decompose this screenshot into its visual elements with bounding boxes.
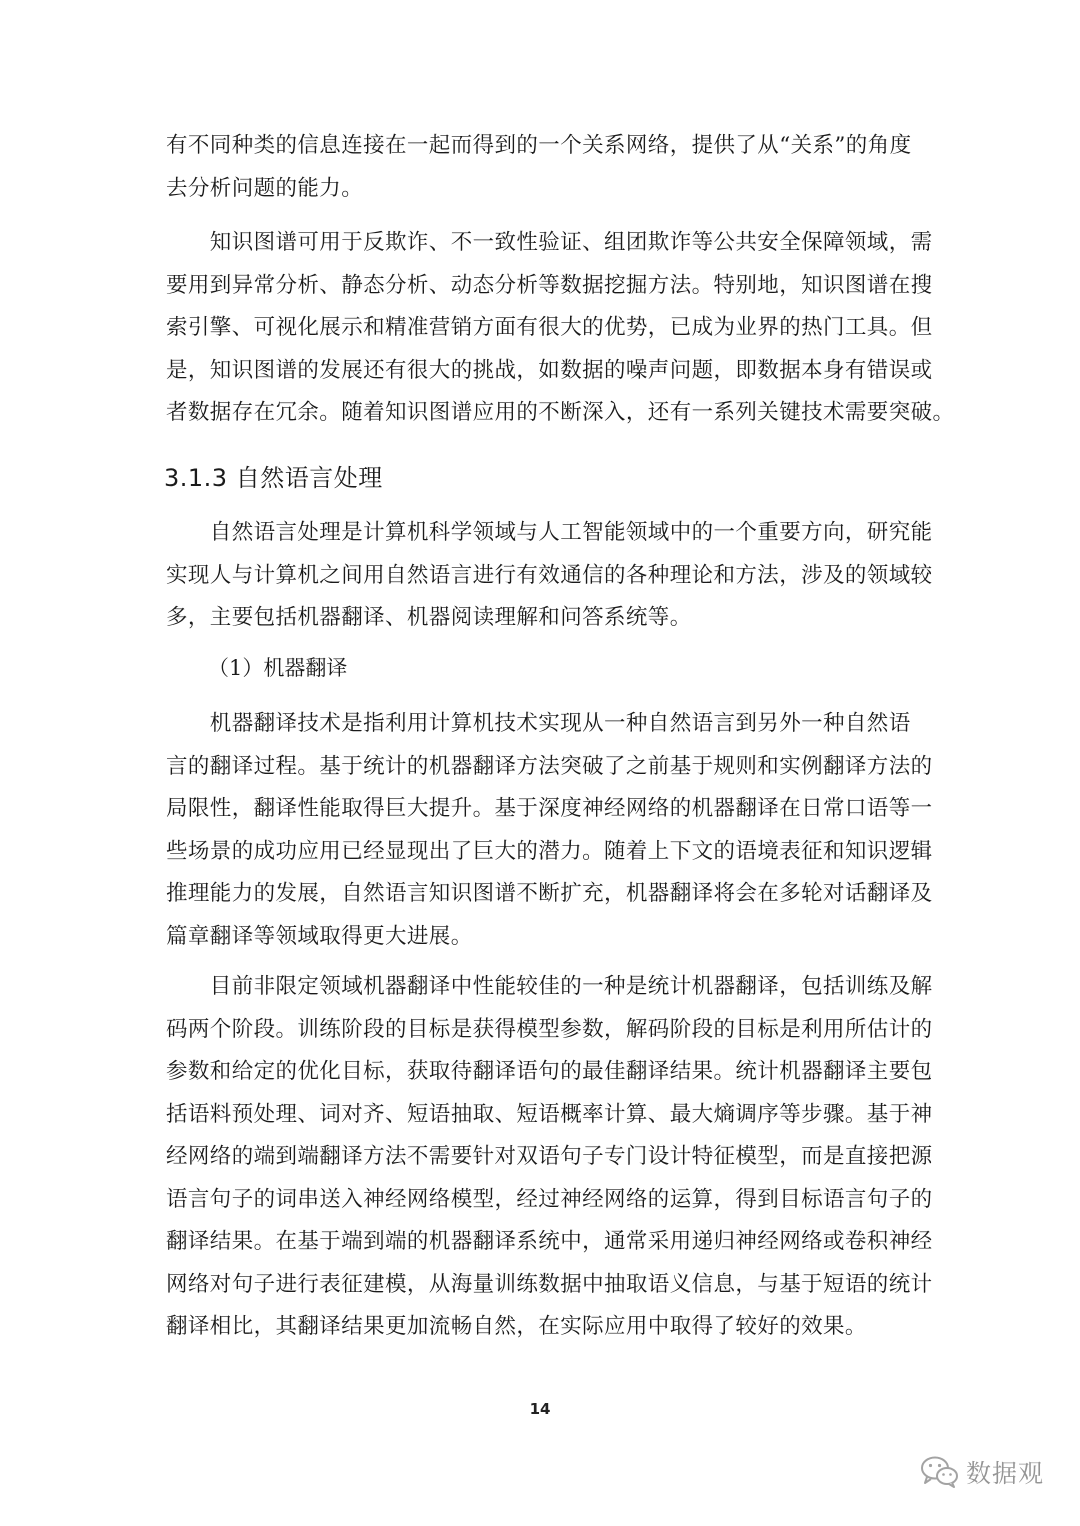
text-line: 去分析问题的能力。	[166, 175, 364, 201]
subsection-heading: （1）机器翻译	[208, 656, 348, 680]
text-line: 索引擎、可视化展示和精准营销方面有很大的优势，已成为业界的热门工具。但	[166, 315, 933, 340]
page-number: 14	[529, 1400, 551, 1418]
watermark	[920, 1452, 1044, 1492]
text-line: 语言句子的词串送入神经网络模型，经过神经网络的运算，得到目标语言句子的	[166, 1186, 933, 1212]
paragraph-nlp-intro	[166, 512, 933, 640]
text-line: 多，主要包括机器翻译、机器阅读理解和问答系统等。	[166, 605, 692, 630]
paragraph-relation-network	[166, 125, 916, 210]
text-line: 是，知识图谱的发展还有很大的挑战，如数据的噪声问题，即数据本身有错误或	[166, 357, 933, 383]
text-line: 局限性，翻译性能取得巨大提升。基于深度神经网络的机器翻译在日常口语等一	[166, 796, 933, 821]
text-line: 自然语言处理是计算机科学领域与人工智能领域中的一个重要方向，研究能	[166, 520, 933, 545]
text-line: 经网络的端到端翻译方法不需要针对双语句子专门设计特征模型，而是直接把源	[166, 1144, 933, 1169]
paragraph-knowledge-graph-applications	[166, 222, 955, 435]
text-line: 些场景的成功应用已经显现出了巨大的潜力。随着上下文的语境表征和知识逻辑	[166, 838, 933, 864]
text-line: 有不同种类的信息连接在一起而得到的一个关系网络，提供了从“关系”的角度	[166, 133, 912, 158]
text-line: 机器翻译技术是指利用计算机技术实现从一种自然语言到另外一种自然语	[166, 711, 911, 736]
text-line: 翻译相比，其翻译结果更加流畅自然，在实际应用中取得了较好的效果。	[166, 1314, 867, 1339]
text-line: 篇章翻译等领域取得更大进展。	[166, 923, 473, 949]
text-line: 网络对句子进行表征建模，从海量训练数据中抽取语义信息，与基于短语的统计	[166, 1271, 933, 1297]
text-line: 翻译结果。在基于端到端的机器翻译系统中，通常采用递归神经网络或卷积神经	[166, 1229, 933, 1254]
text-line: 括语料预处理、词对齐、短语抽取、短语概率计算、最大熵调序等步骤。基于神	[166, 1101, 933, 1127]
section-heading: 3.1.3 自然语言处理	[164, 464, 383, 492]
paragraph-machine-translation	[166, 703, 933, 958]
text-line: 知识图谱可用于反欺诈、不一致性验证、组团欺诈等公共安全保障领域，需	[166, 230, 933, 255]
watermark-text: 数据观	[966, 1459, 1045, 1488]
text-line: 参数和给定的优化目标，获取待翻译语句的最佳翻译结果。统计机器翻译主要包	[166, 1059, 933, 1084]
text-line: 者数据存在冗余。随着知识图谱应用的不断深入，还有一系列关键技术需要突破。	[166, 400, 955, 425]
text-line: 码两个阶段。训练阶段的目标是获得模型参数，解码阶段的目标是利用所估计的	[166, 1016, 933, 1042]
text-line: 目前非限定领域机器翻译中性能较佳的一种是统计机器翻译，包括训练及解	[166, 974, 933, 999]
text-line: 要用到异常分析、静态分析、动态分析等数据挖掘方法。特别地，知识图谱在搜	[166, 272, 933, 298]
text-line: 言的翻译过程。基于统计的机器翻译方法突破了之前基于规则和实例翻译方法的	[166, 753, 933, 779]
paragraph-statistical-translation	[166, 966, 933, 1349]
text-line: 实现人与计算机之间用自然语言进行有效通信的各种理论和方法，涉及的领域较	[166, 562, 933, 588]
text-line: 推理能力的发展，自然语言知识图谱不断扩充，机器翻译将会在多轮对话翻译及	[166, 881, 933, 906]
wechat-icon	[920, 1455, 960, 1489]
